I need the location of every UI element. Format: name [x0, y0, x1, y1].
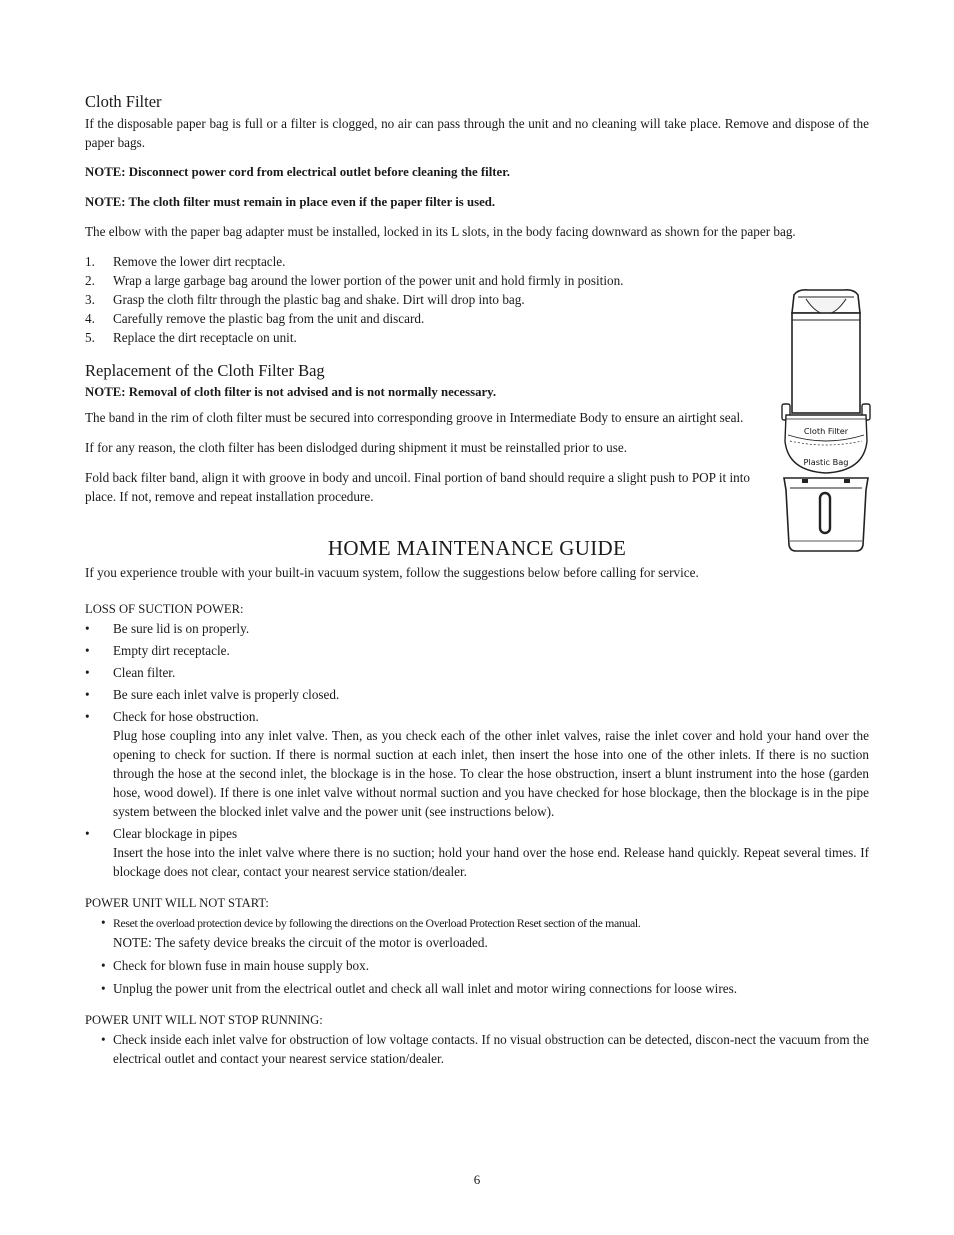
replacement-note: NOTE: Removal of cloth filter is not advised and is not normally necessary. [85, 385, 497, 399]
list-item: • Clean filter. [85, 665, 176, 680]
page-content [85, 92, 869, 1072]
list-item: • Clear blockage in pipes Insert the hose into the inlet valve where there is no suction; hold your hand over the hose end. Release hand quickly. Repeat several times. If blockage does not clear, contact your nearest service station/dealer. [85, 826, 869, 879]
list-item: • Unplug the power unit from the electrical outlet and check all wall inlet and motor wiring connections for loose wires. [101, 981, 738, 996]
cleaning-steps [85, 252, 745, 347]
will-not-start-list [85, 913, 869, 998]
cloth-filter-note-1: NOTE: Disconnect power cord from electrical outlet before cleaning the filter. [85, 165, 510, 179]
loss-of-suction-label: LOSS OF SUCTION POWER: [85, 602, 244, 616]
replacement-paragraph-2: If for any reason, the cloth filter has been dislodged during shipment it must be reinstalled prior to use. [85, 440, 628, 455]
cloth-filter-heading: Cloth Filter [85, 92, 162, 111]
list-item: • Be sure each inlet valve is properly closed. [85, 687, 340, 702]
cloth-filter-label: Cloth Filter [803, 426, 849, 436]
cloth-filter-note-2: NOTE: The cloth filter must remain in place even if the paper filter is used. [85, 195, 496, 209]
power-unit-illustration [776, 285, 876, 557]
maintenance-guide-title: HOME MAINTENANCE GUIDE [327, 536, 627, 560]
elbow-paragraph: The elbow with the paper bag adapter must be installed, locked in its L slots, in the body facing downward as shown for the paper bag. [85, 224, 796, 239]
maintenance-guide-intro: If you experience trouble with your built-in vacuum system, follow the suggestions below before calling for service. [85, 565, 699, 580]
list-item: • Empty dirt receptacle. [85, 643, 230, 658]
page-number: 6 [473, 1172, 481, 1187]
list-item: 3. Grasp the cloth filtr through the plastic bag and shake. Dirt will drop into bag. [85, 292, 525, 307]
list-item: • Check inside each inlet valve for obstruction of low voltage contacts. If no visual obstruction can be detected, discon-nect the vacuum from the electrical outlet and contact your nearest service station/dealer. [101, 1032, 869, 1066]
plastic-bag-label: Plastic Bag [803, 457, 849, 467]
list-item: • Check for blown fuse in main house supply box. [101, 958, 370, 973]
list-item: • Reset the overload protection device by following the directions on the Overload Protection Reset section of the manual. NOTE: The safety device breaks the circuit of the motor is overloaded. [101, 915, 641, 950]
loss-of-suction-list [85, 619, 869, 881]
list-item: 1. Remove the lower dirt recptacle. [85, 254, 286, 269]
list-item: • Be sure lid is on properly. [85, 621, 250, 636]
will-not-stop-label: POWER UNIT WILL NOT STOP RUNNING: [85, 1013, 323, 1027]
list-item: • Check for hose obstruction. Plug hose coupling into any inlet valve. Then, as you check each of the other inlet valves, raise the inlet cover and hold your hand over the opening to check for suction. If there is normal suction at each inlet, then insert the hose into one of the other inlets. If there is no suction through the hose at the second inlet, the blockage is in the hose. To clear the hose obstruction, insert a blunt instrument into the hose (garden hose, wood dowel). If there is one inlet valve without normal suction and you have checked for hose blockage, then the blockage is in the pipe system between the blocked inlet valve and the power unit (see instructions below). [85, 709, 869, 819]
replacement-paragraph-1: The band in the rim of cloth filter must be secured into corresponding groove in Intermediate Body to ensure an airtight seal. [85, 410, 744, 425]
replacement-paragraph-3: Fold back filter band, align it with groove in body and uncoil. Final portion of band should require a slight push to POP it into place. If not, remove and repeat installation procedure. [85, 470, 750, 504]
will-not-start-label: POWER UNIT WILL NOT START: [85, 896, 269, 910]
cloth-filter-intro: If the disposable paper bag is full or a filter is clogged, no air can pass through the unit and no cleaning will take place. Remove and dispose of the paper bags. [85, 116, 869, 150]
will-not-stop-list [85, 1030, 869, 1068]
list-item: 2. Wrap a large garbage bag around the lower portion of the power unit and hold firmly in position. [85, 273, 624, 288]
replacement-heading: Replacement of the Cloth Filter Bag [85, 361, 325, 380]
list-item: 4. Carefully remove the plastic bag from the unit and discard. [85, 311, 425, 326]
list-item: 5. Replace the dirt receptacle on unit. [85, 330, 297, 345]
